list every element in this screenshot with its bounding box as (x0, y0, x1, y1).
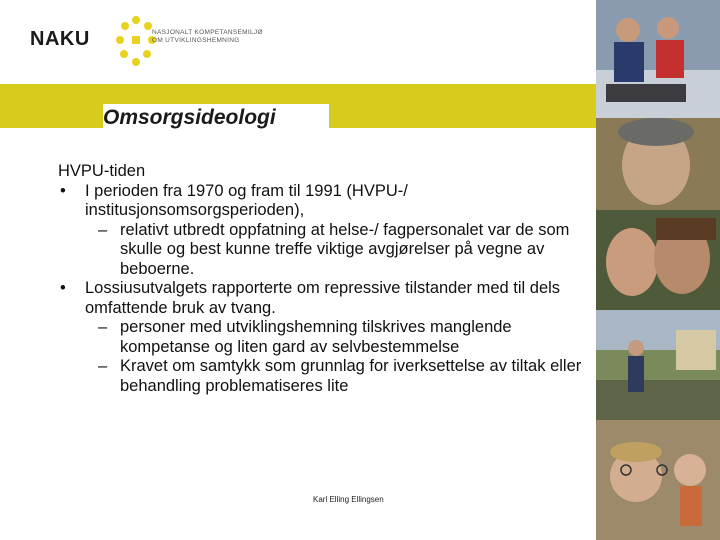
photo-couple (596, 210, 720, 310)
logo-subtitle: NASJONALT KOMPETANSEMILJØ OM UTVIKLINGSHEMNING (152, 29, 263, 44)
slide-title: Omsorgsideologi (103, 104, 329, 136)
author-credit: Karl Elling Ellingsen (313, 495, 384, 504)
photo-snow-scene (596, 0, 720, 118)
bullet-item: • Lossiusutvalgets rapporterte om repressive tilstander med til dels omfattende bruk av tvang. (60, 279, 561, 317)
photo-collage (596, 0, 720, 540)
sub-bullet-item: – Kravet om samtykk som grunnlag for iverksettelse av tiltak eller behandling problematiseres lite (98, 357, 582, 395)
photo-children (596, 420, 720, 540)
photo-street-scene (596, 310, 720, 420)
sub-bullet-item: – personer med utviklingshemning tilskrives manglende kompetanse og liten gard av selvbestemmelse (98, 318, 512, 356)
logo-wordmark: NAKU (30, 28, 90, 50)
bullet-item: • I perioden fra 1970 og fram til 1991 (HVPU-/ institusjonsomsorgsperioden), (60, 181, 408, 219)
naku-logo (30, 14, 290, 70)
section-heading: HVPU-tiden (58, 162, 146, 180)
sub-bullet-item: – relativt utbredt oppfatning at helse-/ fagpersonalet var de som skulle og best kunne treffe viktige avgjørelser på vegne av beboerne. (98, 220, 570, 278)
photo-elderly-woman (596, 118, 720, 210)
slide-body (58, 162, 583, 396)
